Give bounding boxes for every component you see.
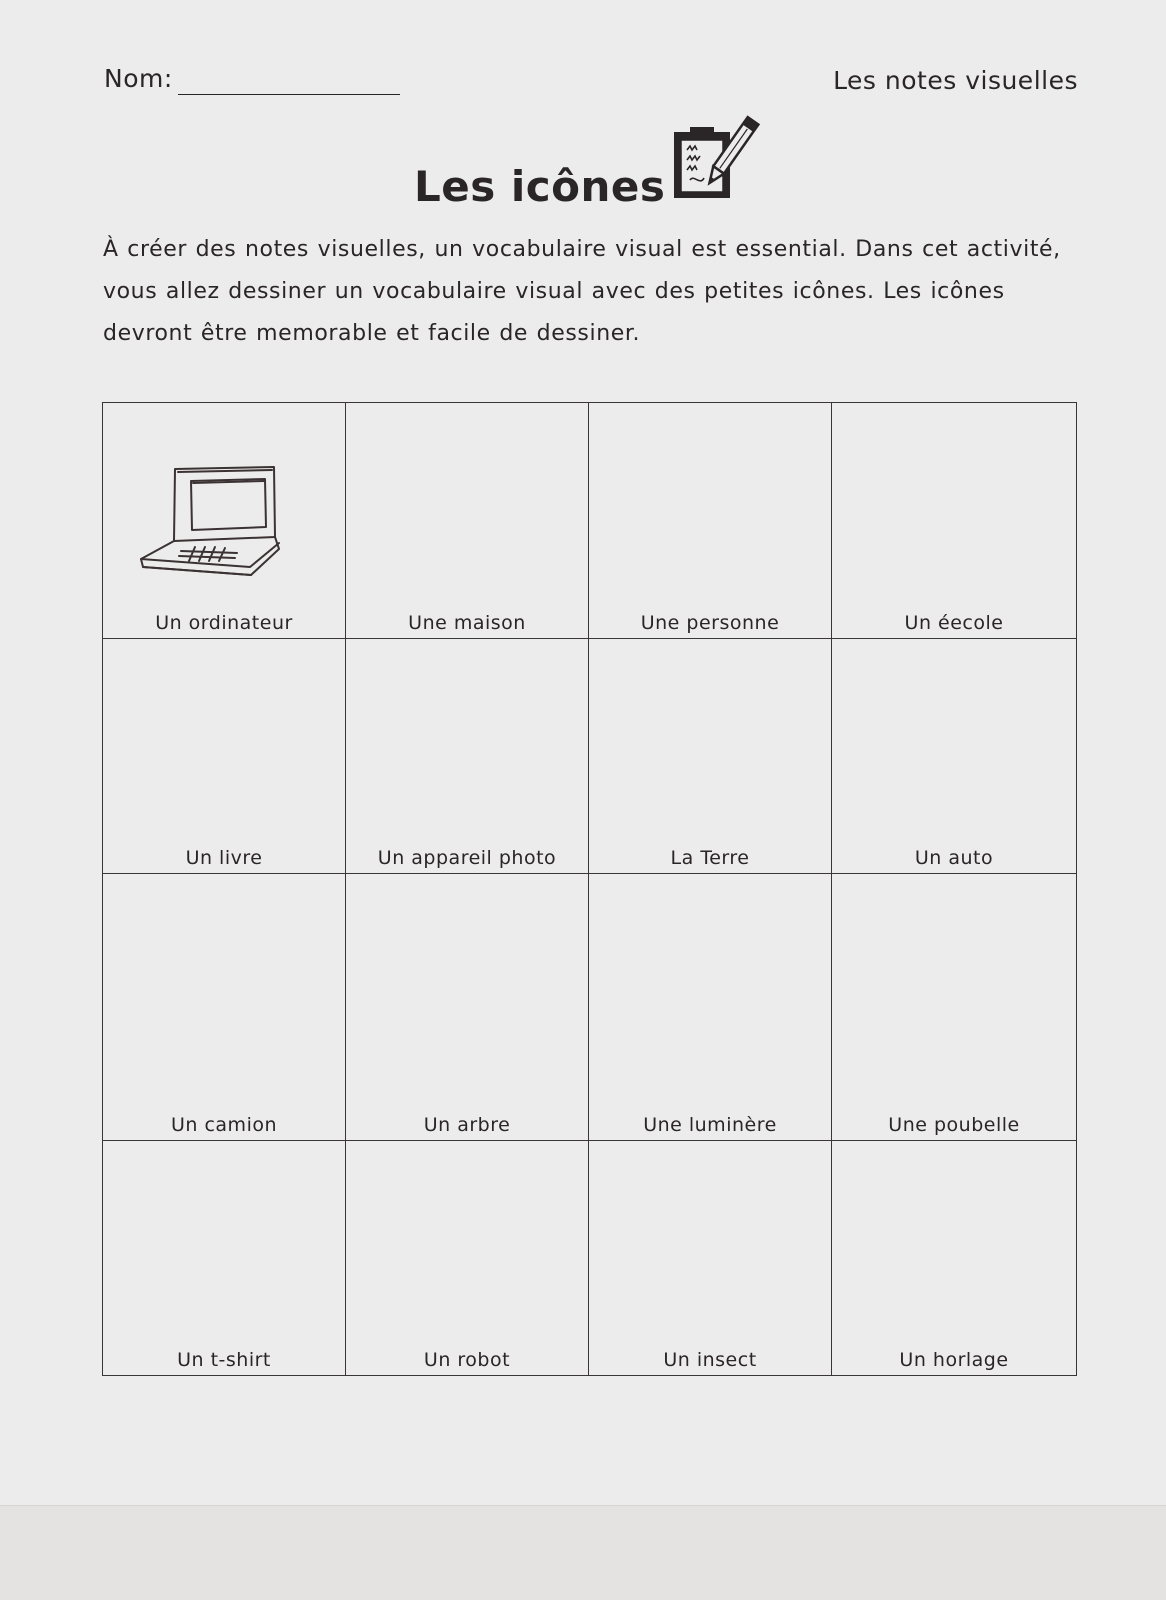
grid-cell[interactable] [832,1141,1076,1375]
grid-cell[interactable] [103,1141,346,1375]
cell-label: Une personne [640,612,780,634]
grid-cell[interactable] [346,639,589,874]
name-label: Nom: [104,64,173,93]
grid-cell[interactable] [346,874,589,1141]
clipboard-pencil-icon [668,110,764,206]
cell-label: Un horlage [899,1349,1009,1371]
laptop-icon [133,459,283,587]
grid-cell[interactable] [103,639,346,874]
grid-cell[interactable] [832,874,1076,1141]
cell-label: Un robot [423,1349,511,1371]
cell-label: Une maison [408,612,526,634]
instructions-paragraph: À créer des notes visuelles, un vocabulaire visual est essential. Dans cet activité, vous allez dessiner un vocabulaire visual avec des petites icônes. Les icônes devront être memorable et facile de dessiner. [103,237,1061,346]
grid-cell[interactable] [103,403,346,639]
name-blank-line[interactable] [178,94,400,95]
header-subject: Les notes visuelles [833,66,1078,95]
grid-cell[interactable] [103,874,346,1141]
cell-label: Un éecole [904,612,1004,634]
cell-label: Un auto [914,847,994,869]
grid-cell[interactable] [589,1141,832,1375]
grid-cell[interactable] [346,1141,589,1375]
grid-cell[interactable] [589,874,832,1141]
scan-margin [0,1506,1166,1600]
grid-cell[interactable] [832,403,1076,639]
cell-label: Un camion [170,1114,278,1136]
cell-label: Une luminère [643,1114,777,1136]
cell-label: Un livre [185,847,263,869]
cell-label: Un arbre [423,1114,511,1136]
cell-label: Un appareil photo [377,847,557,869]
icon-grid [102,402,1077,1376]
cell-label: Un insect [663,1349,757,1371]
page-title: Les icônes [414,162,666,211]
grid-cell[interactable] [346,403,589,639]
cell-label: Un t-shirt [177,1349,271,1371]
grid-cell[interactable] [832,639,1076,874]
cell-label: Une poubelle [888,1114,1020,1136]
cell-label: Un ordinateur [155,612,293,634]
cell-label: La Terre [670,847,750,869]
grid-cell[interactable] [589,639,832,874]
grid-cell[interactable] [589,403,832,639]
